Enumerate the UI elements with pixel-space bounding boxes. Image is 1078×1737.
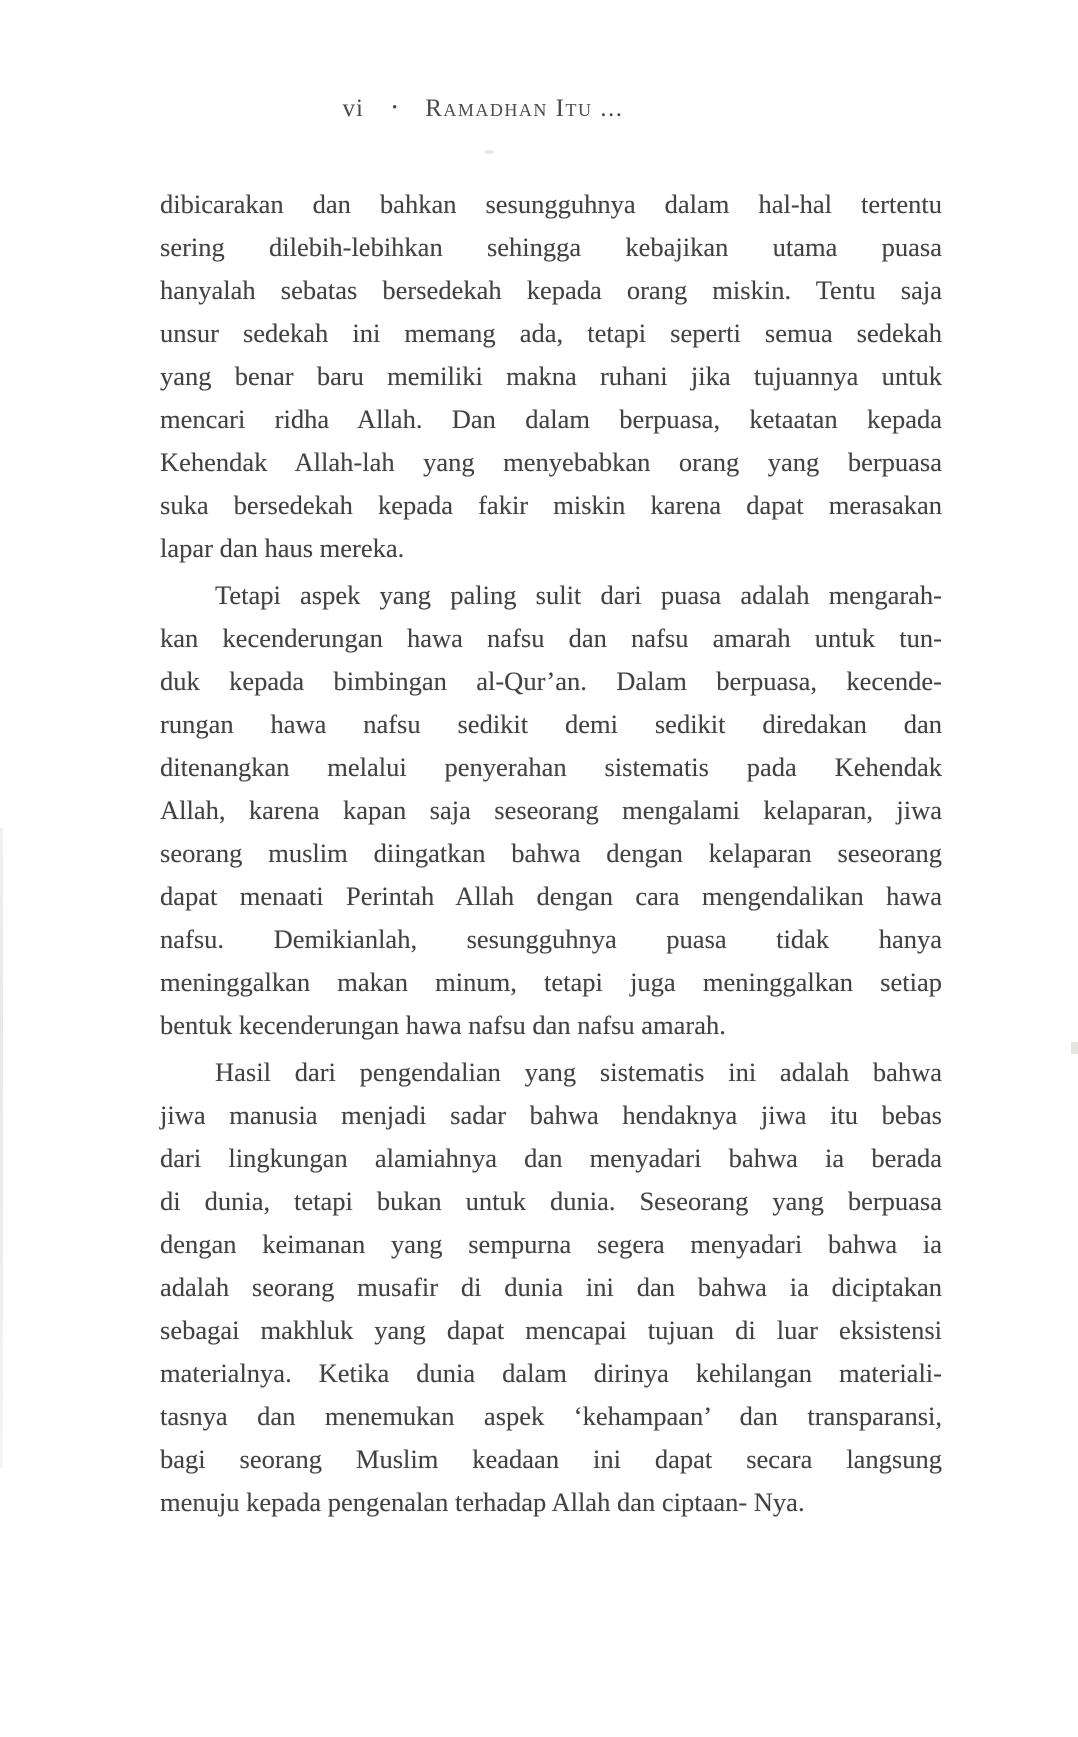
text-line: materialnya. Ketika dunia dalam dirinya kehilangan materiali- [160,1358,942,1388]
text-line: mencari ridha Allah. Dan dalam berpuasa, ketaatan kepada [160,404,942,434]
text-line: sering dilebih-lebihkan sehingga kebajikan utama puasa [160,232,942,262]
text-line: tasnya dan menemukan aspek ‘kehampaan’ dan transparansi, [160,1401,942,1431]
running-head [92,95,874,123]
scan-edge-artifact [0,828,3,1468]
text-line: ditenangkan melalui penyerahan sistematis pada Kehendak [160,752,942,782]
text-line: yang benar baru memiliki makna ruhani jika tujuannya untuk [160,361,942,391]
paragraph [160,1051,942,1524]
paragraph [160,574,942,1047]
text-line: Kehendak Allah-lah yang menyebabkan orang yang berpuasa [160,447,942,477]
running-title: Ramadhan Itu ... [425,95,624,122]
text-line: lapar dan haus mereka. [160,533,405,563]
text-line: di dunia, tetapi bukan untuk dunia. Seseorang yang berpuasa [160,1186,942,1216]
text-line: adalah seorang musafir di dunia ini dan bahwa ia diciptakan [160,1272,942,1302]
text-line: rungan hawa nafsu sedikit demi sedikit diredakan dan [160,709,942,739]
text-line: dari lingkungan alamiahnya dan menyadari bahwa ia berada [160,1143,942,1173]
text-line: Tetapi aspek yang paling sulit dari puasa adalah mengarah- [215,580,942,610]
page-body-text [160,183,942,1524]
text-line: sebagai makhluk yang dapat mencapai tujuan di luar eksistensi [160,1315,942,1345]
text-line: suka bersedekah kepada fakir miskin karena dapat merasakan [160,490,942,520]
text-line: seorang muslim diingatkan bahwa dengan kelaparan seseorang [160,838,942,868]
scan-mark-artifact [1071,1042,1078,1054]
text-line: dapat menaati Perintah Allah dengan cara mengendalikan hawa [160,881,942,911]
scan-smudge-artifact [484,150,494,154]
text-line: dibicarakan dan bahkan sesungguhnya dalam hal-hal tertentu [160,189,942,219]
page-number: vi [342,95,364,122]
bullet-separator-icon: • [391,100,398,116]
text-line: kan kecenderungan hawa nafsu dan nafsu amarah untuk tun- [160,623,942,653]
text-line: Hasil dari pengendalian yang sistematis ini adalah bahwa [215,1057,942,1087]
text-line: bagi seorang Muslim keadaan ini dapat secara langsung [160,1444,942,1474]
text-line: unsur sedekah ini memang ada, tetapi seperti semua sedekah [160,318,942,348]
text-line: menuju kepada pengenalan terhadap Allah dan ciptaan- Nya. [160,1487,805,1517]
paragraph [160,183,942,570]
text-line: jiwa manusia menjadi sadar bahwa hendaknya jiwa itu bebas [160,1100,942,1130]
text-line: dengan keimanan yang sempurna segera menyadari bahwa ia [160,1229,942,1259]
text-line: nafsu. Demikianlah, sesungguhnya puasa tidak hanya [160,924,942,954]
text-line: hanyalah sebatas bersedekah kepada orang miskin. Tentu saja [160,275,942,305]
text-line: meninggalkan makan minum, tetapi juga meninggalkan setiap [160,967,942,997]
text-line: bentuk kecenderungan hawa nafsu dan nafsu amarah. [160,1010,726,1040]
text-line: Allah, karena kapan saja seseorang mengalami kelaparan, jiwa [160,795,942,825]
text-line: duk kepada bimbingan al-Qur’an. Dalam berpuasa, kecende- [160,666,942,696]
